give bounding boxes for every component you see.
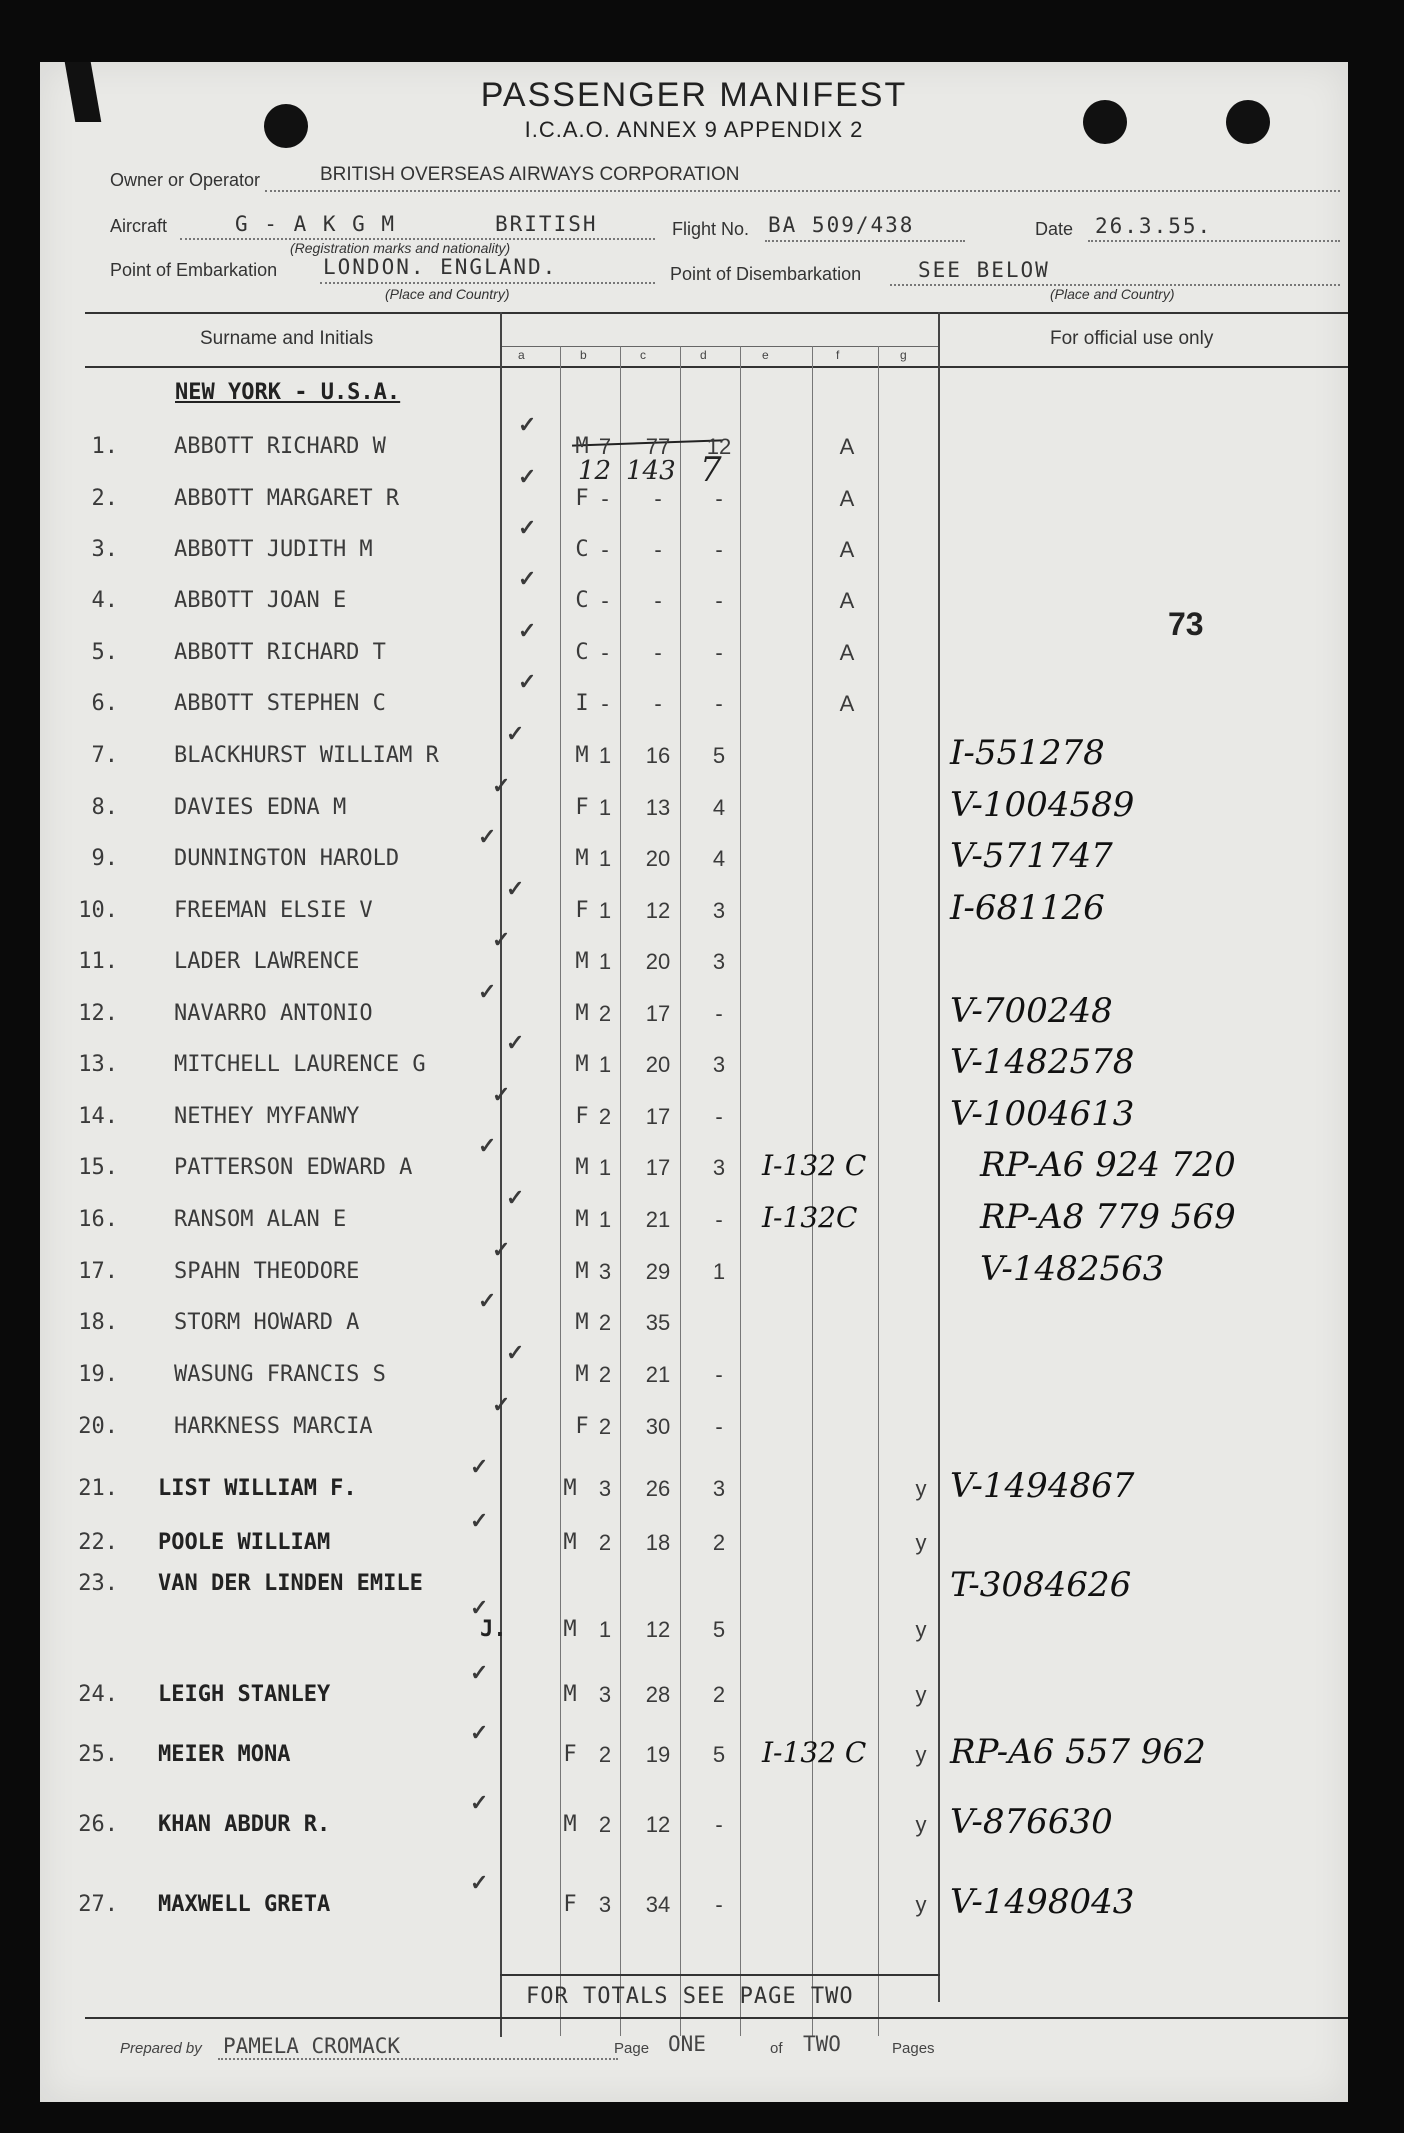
cell-c: 17 <box>645 1001 671 1026</box>
cell-c: 13 <box>645 795 671 820</box>
passenger-name: RANSOM ALAN E <box>174 1207 347 1232</box>
table-header-rule <box>85 366 1348 368</box>
table-row <box>40 1720 1348 1782</box>
passenger-name: SPAHN THEODORE <box>174 1259 360 1284</box>
passenger-name: POOLE WILLIAM <box>158 1530 331 1555</box>
row-number: 18. <box>78 1310 118 1335</box>
cell-b: 1 <box>598 1052 612 1077</box>
passenger-name: LADER LAWRENCE <box>174 949 360 974</box>
cell-sex: F <box>563 1742 577 1767</box>
cell-b: 1 <box>598 1617 612 1642</box>
cell-sex: F <box>575 795 589 820</box>
passenger-name: MITCHELL LAURENCE G <box>174 1052 426 1077</box>
cell-c: 19 <box>645 1742 671 1767</box>
cell-d: - <box>715 1104 723 1129</box>
date-line <box>1088 240 1340 242</box>
cell-c: 18 <box>645 1530 671 1555</box>
cell-c: 12 <box>645 1617 671 1642</box>
section-heading: NEW YORK - U.S.A. <box>175 380 401 405</box>
cell-sex: M <box>575 1310 589 1335</box>
owner-value: BRITISH OVERSEAS AIRWAYS CORPORATION <box>320 164 740 185</box>
cell-b: 1 <box>598 795 612 820</box>
flight-value: BA 509/438 <box>768 213 915 237</box>
col-d: d <box>700 348 707 362</box>
embark-line <box>320 282 655 284</box>
owner-label: Owner or Operator <box>110 170 261 190</box>
check-mark-icon: ✓ <box>470 1454 489 1479</box>
table-row <box>40 773 1348 835</box>
cell-c: - <box>654 537 662 562</box>
official-use-entry: V-1482578 <box>950 1042 1135 1082</box>
table-row <box>40 1133 1348 1195</box>
check-mark-icon: ✓ <box>492 773 511 798</box>
passenger-name: ABBOTT JUDITH M <box>174 537 373 562</box>
passenger-name: MAXWELL GRETA <box>158 1892 331 1917</box>
cell-d: - <box>715 640 723 665</box>
cell-d: 3 <box>712 1476 726 1501</box>
cell-f: A <box>839 486 855 511</box>
cell-c: 35 <box>645 1310 671 1335</box>
passenger-name: FREEMAN ELSIE V <box>174 898 373 923</box>
row-number: 3. <box>91 537 118 562</box>
check-mark-icon: ✓ <box>470 1720 489 1745</box>
official-use-entry: I-681126 <box>950 888 1105 928</box>
check-mark-icon: ✓ <box>518 566 537 591</box>
passenger-name: DAVIES EDNA M <box>174 795 347 820</box>
table-row <box>40 1392 1348 1454</box>
official-use-entry: V-571747 <box>950 836 1113 876</box>
totals-note: FOR TOTALS SEE PAGE TWO <box>526 1984 854 2009</box>
owner-line <box>265 190 1340 192</box>
cell-d: 3 <box>712 1052 726 1077</box>
page-label: Page <box>614 2040 650 2057</box>
col-official: For official use only <box>1050 328 1214 349</box>
cell-b: 1 <box>598 1155 612 1180</box>
cell-b: 1 <box>598 949 612 974</box>
cell-d: - <box>715 1207 723 1232</box>
check-mark-icon: ✓ <box>470 1870 489 1895</box>
prepared-line <box>218 2058 618 2060</box>
passenger-name: BLACKHURST WILLIAM R <box>174 743 439 768</box>
cell-sex: C <box>575 588 589 613</box>
table-row <box>40 1340 1348 1402</box>
check-mark-icon: ✓ <box>492 1392 511 1417</box>
cell-sex: F <box>575 1104 589 1129</box>
prepared-label: Prepared by <box>120 2040 202 2057</box>
row-number: 2. <box>91 486 118 511</box>
check-mark-icon: ✓ <box>518 464 537 489</box>
row-number: 16. <box>78 1207 118 1232</box>
table-row <box>40 876 1348 938</box>
cell-d: - <box>715 1812 723 1837</box>
date-value: 26.3.55. <box>1095 214 1213 238</box>
passenger-name: ABBOTT RICHARD W <box>174 434 386 459</box>
cell-sex: F <box>563 1892 577 1917</box>
row-number: 7. <box>91 743 118 768</box>
row-number: 1. <box>91 434 118 459</box>
cell-sex: F <box>575 1414 589 1439</box>
cell-sex: M <box>575 846 589 871</box>
row-number: 23. <box>78 1571 118 1596</box>
cell-b: 3 <box>598 1892 612 1917</box>
cell-c: 29 <box>645 1259 671 1284</box>
embark-label: Point of Embarkation <box>110 260 278 280</box>
cell-c: 16 <box>645 743 671 768</box>
cell-e: I-132 C <box>762 1736 867 1769</box>
check-mark-icon: ✓ <box>470 1790 489 1815</box>
table-row <box>40 515 1348 577</box>
row-number: 9. <box>91 846 118 871</box>
check-mark-icon: ✓ <box>518 618 537 643</box>
cell-d: 5 <box>712 1617 726 1642</box>
cell-sex: M <box>575 1155 589 1180</box>
cell-c: 21 <box>645 1207 671 1232</box>
table-row <box>40 1082 1348 1144</box>
cell-b: 2 <box>598 1530 612 1555</box>
table-row <box>40 1237 1348 1299</box>
cell-sex: M <box>575 1052 589 1077</box>
cell-sex: M <box>575 1362 589 1387</box>
cell-sex: M <box>575 1207 589 1232</box>
row-number: 6. <box>91 691 118 716</box>
embark-value: LONDON. ENGLAND. <box>323 255 558 279</box>
cell-sex: M <box>563 1617 577 1642</box>
check-mark-icon: ✓ <box>518 669 537 694</box>
cell-d: 2 <box>712 1530 726 1555</box>
table-row <box>40 1565 1348 1657</box>
table-row <box>40 927 1348 989</box>
official-use-entry: V-1482563 <box>980 1249 1165 1289</box>
cell-g: y <box>915 1892 927 1917</box>
passenger-name: ABBOTT MARGARET R <box>174 486 400 511</box>
cell-f: A <box>839 588 855 613</box>
cell-d: 12 <box>706 434 732 459</box>
flight-line <box>765 240 965 242</box>
row-number: 24. <box>78 1682 118 1707</box>
table-row <box>40 1870 1348 1932</box>
official-use-entry: RP-A6 557 962 <box>950 1732 1206 1772</box>
cell-sex: M <box>575 1001 589 1026</box>
row-number: 14. <box>78 1104 118 1129</box>
row-number: 15. <box>78 1155 118 1180</box>
table-row <box>40 1030 1348 1092</box>
cell-b: 7 <box>598 434 612 459</box>
cell-d: 1 <box>712 1259 726 1284</box>
passenger-name: ABBOTT JOAN E <box>174 588 347 613</box>
check-mark-icon: ✓ <box>506 1030 525 1055</box>
official-use-entry: V-876630 <box>950 1802 1113 1842</box>
cell-b: 2 <box>598 1104 612 1129</box>
aircraft-value: G - A K G M <box>235 212 397 236</box>
page-title: PASSENGER MANIFEST <box>480 76 908 114</box>
passenger-name: DUNNINGTON HAROLD <box>174 846 400 871</box>
table-row <box>40 1790 1348 1852</box>
cell-c: 20 <box>645 949 671 974</box>
cell-b: - <box>601 486 609 511</box>
cell-sex: M <box>563 1682 577 1707</box>
cell-sex: M <box>563 1812 577 1837</box>
cell-g: y <box>915 1617 927 1642</box>
col-g: g <box>900 348 907 362</box>
passenger-name: MEIER MONA <box>158 1742 291 1767</box>
cell-sex: M <box>563 1530 577 1555</box>
cell-sex: M <box>563 1476 577 1501</box>
cell-d: - <box>715 1892 723 1917</box>
table-row <box>40 721 1348 783</box>
overwrite-c: 143 <box>626 456 676 486</box>
table-row <box>40 1454 1348 1516</box>
cell-d: 5 <box>712 1742 726 1767</box>
cell-b: 2 <box>598 1001 612 1026</box>
overwrite-d: 7 <box>700 450 722 490</box>
row-number: 20. <box>78 1414 118 1439</box>
disembark-label: Point of Disembarkation <box>670 264 862 284</box>
cell-b: 2 <box>598 1812 612 1837</box>
passenger-name: KHAN ABDUR R. <box>158 1812 331 1837</box>
overwrite-b: 12 <box>578 456 612 486</box>
official-use-entry: RP-A8 779 569 <box>980 1197 1236 1237</box>
cell-c: 12 <box>645 898 671 923</box>
cell-d: - <box>715 1001 723 1026</box>
embark-note: (Place and Country) <box>385 286 510 302</box>
cell-d: 4 <box>712 846 726 871</box>
check-mark-icon: ✓ <box>506 1185 525 1210</box>
cell-d: - <box>715 486 723 511</box>
row-number: 8. <box>91 795 118 820</box>
cell-sex: M <box>575 434 589 459</box>
official-use-entry: RP-A6 924 720 <box>980 1145 1236 1185</box>
cell-d: 4 <box>712 795 726 820</box>
cell-sex: M <box>575 949 589 974</box>
disembark-note: (Place and Country) <box>1050 286 1175 302</box>
check-mark-icon: ✓ <box>470 1595 489 1620</box>
cell-b: - <box>601 691 609 716</box>
cell-f: A <box>839 434 855 459</box>
table-row <box>40 1288 1348 1350</box>
cell-d: 3 <box>712 949 726 974</box>
official-use-entry: V-1498043 <box>950 1882 1135 1922</box>
check-mark-icon: ✓ <box>470 1660 489 1685</box>
check-mark-icon: ✓ <box>518 412 537 437</box>
row-number: 22. <box>78 1530 118 1555</box>
official-use-entry: V-1004589 <box>950 785 1135 825</box>
of-label: of <box>770 2040 783 2057</box>
cell-sex: M <box>575 743 589 768</box>
col-a: a <box>518 348 525 362</box>
cell-sex: I <box>575 691 589 716</box>
row-number: 26. <box>78 1812 118 1837</box>
row-number: 12. <box>78 1001 118 1026</box>
check-mark-icon: ✓ <box>492 1237 511 1262</box>
prepared-value: PAMELA CROMACK <box>223 2034 401 2058</box>
passenger-name: ABBOTT STEPHEN C <box>174 691 386 716</box>
cell-f: A <box>839 640 855 665</box>
cell-sex: C <box>575 640 589 665</box>
table-row <box>40 1660 1348 1722</box>
check-mark-icon: ✓ <box>470 1508 489 1533</box>
totals-rule <box>500 1974 940 1976</box>
check-mark-icon: ✓ <box>506 876 525 901</box>
cell-c: 20 <box>645 1052 671 1077</box>
of-value: TWO <box>803 2032 841 2056</box>
row-number: 21. <box>78 1476 118 1501</box>
table-row <box>40 566 1348 628</box>
cell-b: - <box>601 640 609 665</box>
cell-c: 17 <box>645 1155 671 1180</box>
row-number: 19. <box>78 1362 118 1387</box>
cell-b: 3 <box>598 1476 612 1501</box>
cell-b: 2 <box>598 1310 612 1335</box>
row-number: 17. <box>78 1259 118 1284</box>
aircraft-label: Aircraft <box>110 216 168 236</box>
cell-b: 1 <box>598 1207 612 1232</box>
table-top-rule <box>85 312 1348 314</box>
cell-c: 20 <box>645 846 671 871</box>
row-number: 25. <box>78 1742 118 1767</box>
passenger-name: NAVARRO ANTONIO <box>174 1001 373 1026</box>
row-number: 4. <box>91 588 118 613</box>
check-mark-icon: ✓ <box>492 1082 511 1107</box>
cell-b: 1 <box>598 743 612 768</box>
cell-e: I-132 C <box>762 1149 867 1182</box>
table-row <box>40 1185 1348 1247</box>
disembark-value: SEE BELOW <box>918 258 1050 282</box>
row-number: 11. <box>78 949 118 974</box>
check-mark-icon: ✓ <box>518 515 537 540</box>
cell-c: - <box>654 486 662 511</box>
cell-b: - <box>601 537 609 562</box>
table-row <box>40 669 1348 731</box>
passenger-name: LIST WILLIAM F. <box>158 1476 357 1501</box>
cell-sex: F <box>575 486 589 511</box>
page-mark: 73 <box>1168 606 1204 642</box>
check-mark-icon: ✓ <box>478 824 497 849</box>
cell-c: 12 <box>645 1812 671 1837</box>
passenger-name: PATTERSON EDWARD A <box>174 1155 413 1180</box>
cell-d: - <box>715 1414 723 1439</box>
cell-d: - <box>715 588 723 613</box>
cell-c: - <box>654 588 662 613</box>
row-number: 13. <box>78 1052 118 1077</box>
cell-d: - <box>715 691 723 716</box>
cell-b: - <box>601 588 609 613</box>
passenger-name: HARKNESS MARCIA <box>174 1414 373 1439</box>
cell-b: 3 <box>598 1259 612 1284</box>
cell-g: y <box>915 1476 927 1501</box>
cell-sex: M <box>575 1259 589 1284</box>
row-number: 10. <box>78 898 118 923</box>
cell-c: 17 <box>645 1104 671 1129</box>
table-row <box>40 1508 1348 1570</box>
table-row <box>40 412 1348 474</box>
check-mark-icon: ✓ <box>492 927 511 952</box>
row-number: 27. <box>78 1892 118 1917</box>
passenger-name: VAN DER LINDEN EMILE <box>158 1571 423 1596</box>
cell-c: 30 <box>645 1414 671 1439</box>
cell-c: 26 <box>645 1476 671 1501</box>
col-b: b <box>580 348 587 362</box>
nationality-value: BRITISH <box>495 212 598 236</box>
cell-b: 2 <box>598 1414 612 1439</box>
passenger-name-cont: J. <box>480 1617 507 1642</box>
cell-c: 34 <box>645 1892 671 1917</box>
cell-g: y <box>915 1530 927 1555</box>
table-row <box>40 824 1348 886</box>
official-use-entry: V-1494867 <box>950 1466 1135 1506</box>
cell-sex: F <box>575 898 589 923</box>
row-number: 5. <box>91 640 118 665</box>
cell-f: A <box>839 691 855 716</box>
passenger-name: WASUNG FRANCIS S <box>174 1362 386 1387</box>
cell-c: 21 <box>645 1362 671 1387</box>
registration-note: (Registration marks and nationality) <box>290 240 511 256</box>
cell-g: y <box>915 1682 927 1707</box>
col-e: e <box>762 348 769 362</box>
cell-c: - <box>654 691 662 716</box>
flight-label: Flight No. <box>672 219 750 239</box>
pages-label: Pages <box>892 2040 935 2057</box>
page-value: ONE <box>668 2032 706 2056</box>
cell-f: A <box>839 537 855 562</box>
check-mark-icon: ✓ <box>506 721 525 746</box>
cell-c: 77 <box>645 434 671 459</box>
date-label: Date <box>1035 219 1074 239</box>
cell-d: - <box>715 537 723 562</box>
cell-b: 2 <box>598 1362 612 1387</box>
cell-e: I-132C <box>762 1201 858 1234</box>
cell-b: 2 <box>598 1742 612 1767</box>
official-use-entry: V-700248 <box>950 991 1113 1031</box>
official-use-entry: I-551278 <box>950 733 1105 773</box>
col-c: c <box>640 348 646 362</box>
cell-d: 5 <box>712 743 726 768</box>
col-f: f <box>836 348 840 362</box>
cell-g: y <box>915 1742 927 1767</box>
check-mark-icon: ✓ <box>478 979 497 1004</box>
page-subtitle: I.C.A.O. ANNEX 9 APPENDIX 2 <box>524 117 864 142</box>
check-mark-icon: ✓ <box>478 1133 497 1158</box>
passenger-name: LEIGH STANLEY <box>158 1682 331 1707</box>
check-mark-icon: ✓ <box>478 1288 497 1313</box>
passenger-name: STORM HOWARD A <box>174 1310 360 1335</box>
official-use-entry: V-1004613 <box>950 1094 1135 1134</box>
cell-d: 3 <box>712 898 726 923</box>
check-mark-icon: ✓ <box>506 1340 525 1365</box>
cell-g: y <box>915 1812 927 1837</box>
table-bottom-rule <box>85 2017 1348 2019</box>
cell-d: - <box>715 1362 723 1387</box>
cell-b: 1 <box>598 846 612 871</box>
cell-b: 1 <box>598 898 612 923</box>
cell-c: - <box>654 640 662 665</box>
official-use-entry: T-3084626 <box>950 1565 1132 1605</box>
col-surname: Surname and Initials <box>200 328 374 349</box>
cell-sex: C <box>575 537 589 562</box>
passenger-name: ABBOTT RICHARD T <box>174 640 386 665</box>
cell-b: 3 <box>598 1682 612 1707</box>
cell-c: 28 <box>645 1682 671 1707</box>
cell-d: 2 <box>712 1682 726 1707</box>
passenger-name: NETHEY MYFANWY <box>174 1104 360 1129</box>
table-row <box>40 979 1348 1041</box>
cell-d: 3 <box>712 1155 726 1180</box>
manifest-sheet <box>40 62 1348 2102</box>
subcol-rule <box>500 346 940 347</box>
